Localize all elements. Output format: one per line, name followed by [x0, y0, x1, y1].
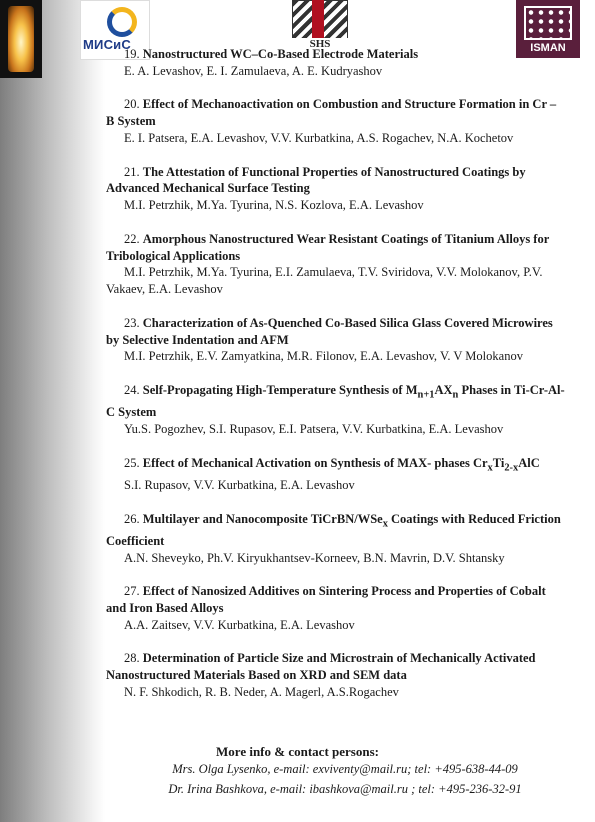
entry-title: Amorphous Nanostructured Wear Resistant Coatings of Titanium Alloys for Tribological Applications	[106, 231, 550, 263]
entry-number: 23.	[124, 315, 140, 330]
entry-authors: A.N. Sheveyko, Ph.V. Kiryukhantsev-Korneev, B.N. Mavrin, D.V. Shtansky	[124, 550, 505, 565]
list-item	[106, 455, 566, 494]
shs-logo	[290, 0, 350, 50]
isman-logo-text: ISMAN	[530, 42, 566, 54]
list-item	[106, 650, 566, 700]
entry-authors: Yu.S. Pogozhev, S.I. Rupasov, E.I. Patsera, V.V. Kurbatkina, E.A. Levashov	[124, 422, 504, 437]
entry-title: Determination of Particle Size and Microstrain of Mechanically Activated Nanostructured Materials Based on XRD and SEM data	[106, 651, 536, 683]
entry-title: Multilayer and Nanocomposite TiCrBN/WSe$_x$ Coatings with Reduced Friction Coefficient	[106, 511, 561, 548]
list-item	[106, 231, 566, 298]
isman-grid-icon	[524, 6, 572, 40]
entry-title: Effect of Mechanical Activation on Synthesis of MAX- phases $Cr_xTi_{2-x}AlC$	[142, 455, 540, 474]
list-item	[106, 511, 566, 567]
entry-authors: M.I. Petrzhik, E.V. Zamyatkina, M.R. Filonov, E.A. Levashov, V. V Molokanov	[124, 349, 523, 364]
misis-logo-text: МИСиС	[83, 37, 131, 52]
misis-swirl-icon	[107, 7, 137, 37]
contact-line-1: Mrs. Olga Lysenko, e-mail: exviventy@mail.ru; tel: +495-638-44-09	[172, 762, 518, 776]
entry-authors: E. I. Patsera, E.A. Levashov, V.V. Kurbatkina, A.S. Rogachev, N.A. Kochetov	[124, 130, 514, 145]
list-item	[106, 46, 566, 80]
entry-number: 20.	[124, 97, 140, 112]
paper-list	[106, 46, 566, 718]
contact-heading: More info & contact persons:	[216, 744, 379, 759]
entry-title: Characterization of As-Quenched Co-Based Silica Glass Covered Microwires by Selective Indentation and AFM	[106, 315, 553, 347]
list-item	[106, 315, 566, 365]
entry-number: 21.	[124, 164, 140, 179]
entry-number: 28.	[124, 651, 140, 666]
entry-number: 22.	[124, 231, 140, 246]
list-item	[106, 583, 566, 633]
entry-title: Effect of Nanosized Additives on Sintering Process and Properties of Cobalt and Iron Based Alloys	[106, 584, 546, 615]
contact-line-2: Dr. Irina Bashkova, e-mail: ibashkova@mail.ru ; tel: +495-236-32-91	[168, 782, 522, 796]
lamp-image	[0, 0, 42, 78]
entry-authors: N. F. Shkodich, R. B. Neder, A. Magerl, A.S.Rogachev	[124, 684, 399, 699]
list-item	[106, 96, 566, 146]
list-item	[106, 382, 566, 438]
entry-authors: E. A. Levashov, E. I. Zamulaeva, A. E. Kudryashov	[124, 63, 383, 78]
entry-title: Self-Propagating High-Temperature Synthesis of $M_{n+1}AX_n$ Phases in Ti-Cr-Al-C System	[106, 382, 565, 420]
entry-number: 26.	[124, 511, 140, 526]
list-item	[106, 164, 566, 214]
shs-bar-icon	[312, 0, 324, 40]
entry-authors: M.I. Petrzhik, M.Ya. Tyurina, N.S. Kozlova, E.A. Levashov	[124, 198, 424, 213]
entry-number: 25.	[124, 455, 140, 470]
shs-logo-text: SHS	[290, 38, 350, 50]
entry-number: 19.	[124, 47, 140, 61]
entry-title: The Attestation of Functional Properties of Nanostructured Coatings by Advanced Mechanical Surface Testing	[106, 164, 526, 196]
entry-title: Nanostructured WC–Co-Based Electrode Materials	[142, 47, 419, 61]
lamp-glow	[8, 6, 34, 72]
left-gradient-band	[0, 0, 105, 822]
entry-number: 24.	[124, 382, 140, 397]
entry-authors: A.A. Zaitsev, V.V. Kurbatkina, E.A. Levashov	[124, 617, 355, 632]
entry-authors: S.I. Rupasov, V.V. Kurbatkina, E.A. Levashov	[124, 477, 355, 492]
entry-title: Effect of Mechanoactivation on Combustion and Structure Formation in Cr – B System	[106, 97, 557, 129]
entry-number: 27.	[124, 584, 140, 599]
entry-authors: M.I. Petrzhik, M.Ya. Tyurina, E.I. Zamulaeva, T.V. Sviridova, V.V. Molokanov, P.V. Vakaev, E.A. Levashov	[106, 265, 543, 297]
